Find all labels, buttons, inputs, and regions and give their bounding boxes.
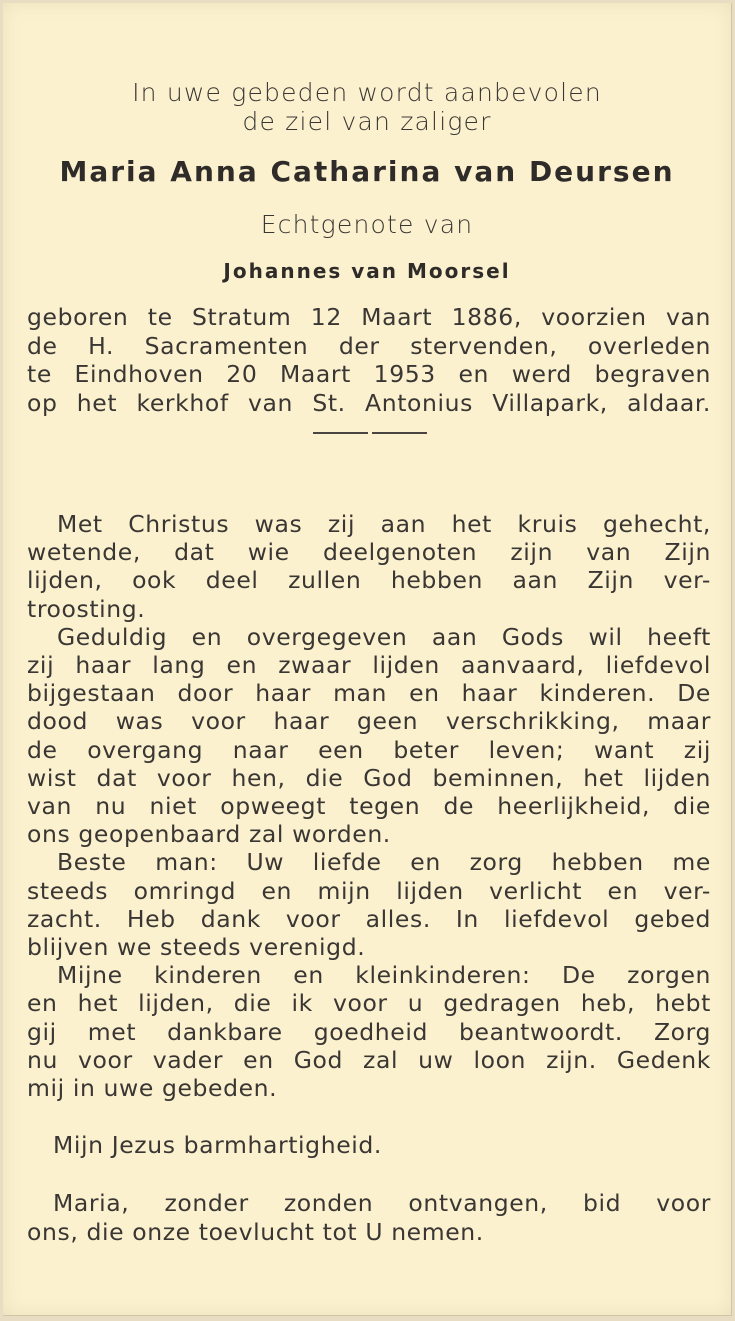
body-line: Met Christus was zij aan het kruis gehecht, bbox=[57, 510, 711, 538]
body-line: ons geopenbaard zal worden. bbox=[27, 820, 391, 849]
body-line: gij met dankbare goedheid beantwoordt. Zorg bbox=[27, 1017, 711, 1046]
bio-line: op het kerkhof van St. Antonius Villapark, aldaar. bbox=[27, 389, 711, 417]
intro-line-2: de ziel van zaliger bbox=[242, 107, 492, 136]
prayer-line: Mijn Jezus barmhartigheid. bbox=[53, 1131, 382, 1159]
body-line: Mijne kinderen en kleinkinderen: De zorgen bbox=[57, 961, 711, 990]
body-line: bijgestaan door haar man en haar kinderen. De bbox=[27, 679, 711, 708]
memorial-card bbox=[3, 3, 732, 1316]
prayer-line: Maria, zonder zonden ontvangen, bid voor bbox=[53, 1189, 711, 1217]
body-line: en het lijden, die ik voor u gedragen heb, hebt bbox=[27, 989, 711, 1018]
prayer-line: ons, die onze toevlucht tot U nemen. bbox=[27, 1218, 484, 1246]
body-line: zij haar lang en zwaar lijden aanvaard, liefdevol bbox=[27, 651, 711, 679]
relation-label: Echtgenote van bbox=[260, 210, 474, 239]
body-line: Beste man: Uw liefde en zorg hebben me bbox=[57, 848, 711, 877]
body-line: de overgang naar een beter leven; want zij bbox=[27, 735, 711, 764]
deceased-name: Maria Anna Catharina van Deursen bbox=[59, 155, 675, 188]
spouse-name: Johannes van Moorsel bbox=[223, 259, 511, 283]
body-line: Geduldig en overgegeven aan Gods wil heeft bbox=[57, 622, 711, 651]
body-line: van nu niet opweegt tegen de heerlijkheid, die bbox=[27, 792, 711, 820]
bio-line: geboren te Stratum 12 Maart 1886, voorzien van bbox=[27, 303, 711, 331]
intro-line-1: In uwe gebeden wordt aanbevolen bbox=[132, 78, 602, 107]
body-line: zacht. Heb dank voor alles. In liefdevol gebed bbox=[27, 904, 711, 933]
divider-gap bbox=[368, 432, 372, 434]
body-line: steeds omringd en mijn lijden verlicht en ver- bbox=[27, 876, 711, 905]
body-line: mij in uwe gebeden. bbox=[27, 1074, 278, 1102]
bio-line: de H. Sacramenten der stervenden, overleden bbox=[27, 332, 711, 360]
body-line: lijden, ook deel zullen hebben aan Zijn ver- bbox=[27, 566, 711, 595]
body-line: wist dat voor hen, die God beminnen, het lijden bbox=[27, 763, 711, 792]
body-line: troosting. bbox=[27, 594, 146, 623]
body-line: wetende, dat wie deelgenoten zijn van Zijn bbox=[27, 538, 711, 567]
bio-line: te Eindhoven 20 Maart 1953 en werd begraven bbox=[27, 360, 711, 388]
body-line: dood was voor haar geen verschrikking, maar bbox=[27, 707, 711, 736]
body-line: blijven we steeds verenigd. bbox=[27, 933, 366, 961]
body-line: nu voor vader en God zal uw loon zijn. Gedenk bbox=[27, 1045, 711, 1074]
